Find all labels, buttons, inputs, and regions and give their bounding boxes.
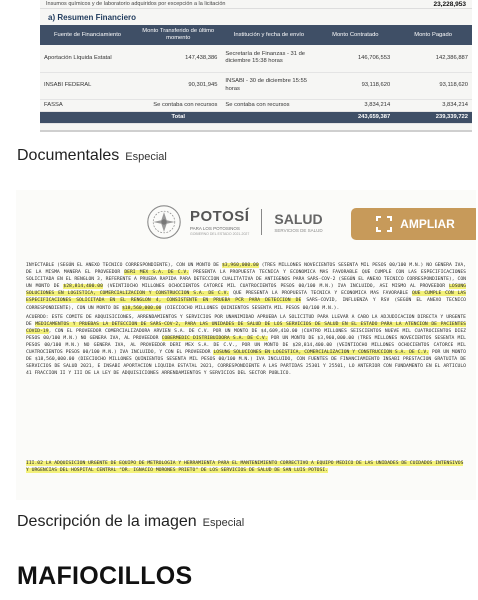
cell-contratado: 146,706,553: [316, 45, 394, 72]
state-seal-icon: [146, 204, 182, 240]
column-header: Institución y fecha de envío: [221, 25, 316, 45]
logo-divider: [261, 209, 262, 235]
section-title: a) Resumen Financiero: [48, 13, 137, 22]
heading-text: Documentales: [17, 147, 120, 164]
total-label: Total: [40, 111, 316, 123]
document-paragraph: INYECTABLE (SEGÚN EL ANEXO TECNICO CORRESPONDIENTE), CON UN MONTO DE $3,960,000.00 (TRES MILLONES NOVECIENTOS SESENTA MIL PESOS 00/100 M.N.) NO GENERA IVA, DE LA MISMA MANERA EL PROVEEDOR DERI MEX S.A. DE C.V. PRESENTA LA PROPUESTA TECNICA Y ECONOMICA MAS FAVORABLE QUE CUMPLE CON LAS ESPECIFICACIONES SOLICITADA EN EL RENGLON 3, REFERENTE A PRUEBA RAPIDA PARA DETECCION CUALITATIVA DE ANTIGENOS PARA SARS-COV-2 (SEGÚN EL ANEXO TECNICO CORRESPONDIENTE), CON UN MONTO DE $28,814,400.00 (VEINTIOCHO MILLONES OCHOCIENTOS CATORCE MIL CUATROCIENTOS PESOS 00/100 M.N.) IVA INCLUIDO, ASI MISMO AL PROVEEDOR LOSUNG SOLUCIONES EN LOGISTICA, COMERCIALIZACION Y CONSTRUCCION S.A. DE C.V. QUE PRESENTA LA PROPUESTA TECNICA Y ECONOMICA MAS FAVORABLE QUE CUMPLE CON LAS ESPECIFICACIONES SOLICITADA EN EL RENGLON 4, CONSISTENTE EN PRUEBA PCR PARA DETECCION DE SARS-COVID, INFLUENZA Y RSV (SEGÚN EL ANEXO TECNICO CORRESPONDIENTE), CON UN MONTO DE $18,560,000.00 (DIECIOCHO MILLONES QUINIENTOS SESENTA MIL PESOS 00/100 M.N.).: [26, 263, 467, 311]
heading-text: Descripción de la imagen: [17, 513, 197, 530]
cell-fuente: FASSA: [40, 99, 135, 111]
ampliar-label: AMPLIAR: [400, 217, 455, 231]
logo-sub2: GOBIERNO DEL ESTADO 2021-2027: [190, 231, 250, 236]
table-row: [40, 72, 472, 99]
salud-sub: SERVICIOS DE SALUD: [274, 227, 323, 233]
salud-name: SALUD: [274, 210, 323, 227]
financial-summary-scan: [40, 0, 472, 132]
table-row: [40, 45, 472, 72]
scan-header-text: Insumos químicos y de laboratorio adquiridos por excepción a la licitación: [46, 1, 226, 7]
total-pagado: 239,339,722: [394, 111, 472, 123]
scan-header-line: [40, 0, 472, 9]
logo-name: POTOSÍ: [190, 207, 250, 225]
cell-transferido: 90,301,945: [135, 72, 221, 99]
table-total-row: [40, 111, 472, 123]
scan-header-total: 23,228,953: [433, 1, 466, 8]
column-header: Fuente de Financiamiento: [40, 25, 135, 45]
cell-transferido: Se contaba con recursos: [135, 99, 221, 111]
potosi-logo: [190, 209, 249, 236]
document-body: [26, 262, 466, 380]
cell-contratado: 3,834,214: [316, 99, 394, 111]
document-letterhead: [146, 204, 323, 240]
document-image[interactable]: [16, 190, 476, 500]
table-header-row: [40, 25, 472, 45]
highlighted-text: III.02 LA ADQUISICION URGENTE DE EQUIPO DE METROLOGIA Y HERRAMIENTA PARA EL MANTENIMIENTO CORRECTIVO A EQUIPO MEDICO DE LAS UNIDADES DE CUIDADOS INTENSIVOS Y URGENCIAS DEL HOSPITAL CENTRAL "DR. IGNACIO MORONES PRIETO" DE LOS SERVICIOS DE SALUD DE SAN LUIS POTOSI.: [26, 461, 464, 474]
column-header: Monto Transferido de último momento: [135, 25, 221, 45]
cell-fuente: Aportación Líquida Estatal: [40, 45, 135, 72]
cell-transferido: 147,438,386: [135, 45, 221, 72]
salud-logo: [274, 212, 322, 233]
category-tag[interactable]: Especial: [202, 517, 245, 529]
cell-contratado: 93,118,620: [316, 72, 394, 99]
cell-institucion: INSABI - 30 de diciembre 15:55 horas: [221, 72, 316, 99]
financial-table: [40, 25, 472, 124]
total-contratado: 243,659,387: [316, 111, 394, 123]
documentales-heading: [17, 147, 167, 165]
document-paragraph-highlighted: [26, 460, 466, 474]
cell-pagado: 142,386,887: [394, 45, 472, 72]
article-title: MAFIOCILLOS: [17, 562, 193, 590]
column-header: Monto Pagado: [394, 25, 472, 45]
category-tag[interactable]: Especial: [125, 151, 167, 163]
cell-institucion: Secretaría de Finanzas - 31 de diciembre 15:38 horas: [221, 45, 316, 72]
cell-pagado: 93,118,620: [394, 72, 472, 99]
divider: [40, 130, 472, 132]
cell-fuente: INSABI FEDERAL: [40, 72, 135, 99]
document-paragraph: ACUERDO: ESTE COMITE DE ADQUISICIONES, ARRENDAMIENTOS Y SERVICIOS POR UNANIMIDAD APRUEBA LA SOLICITUD PARA LLEVAR A CABO LA ADJUDICACION DIRECTA Y URGENTE DE MEDICAMENTOS Y PRUEBAS LA DETECCION DE SARS-COV-2, PARA LAS UNIDADES DE SALUD DE LOS SERVICIOS DE SALUD EN EL ESTADO PARA LA ATENCION DE PACIENTES COVID-19, CON EL PROVEEDOR COMERCIALIZADORA ARVIEN S.A. DE C.V. POR UN MONTO DE $4,609,410.00 (CUATRO MILLONES SEISCIENTOS NUEVE MIL CUATROCIENTOS DIEZ PESOS 00/100 M.N.) NO GENERA IVA, AL PROVEEDOR COBERMEDIC DISTRIBUIDORA S.A. DE C.V. POR UN MONTO DE $3,960,000.00 (TRES MILLONES NOVECIENTOS SESENTA MIL PESOS 00/100 M.N.) NO GENERA IVA, AL PROVEEDOR DERI MEX S.A. DE C.V., POR UN MONTO DE $28,814,400.00 (VEINTIOCHO MILLONES OCHOCIENTOS CATORCE MIL CUATROCIENTOS PESOS 00/100 M.N.) IVA INCLUIDO, Y CON EL PROVEEDOR LOSUNG SOLUCIONES EN LOGISTICA, COMERCIALIZACION Y CONSTRUCCION S.A. DE C.V. POR UN MONTO DE $18,560,000.00 (DIECIOCHO MILLONES QUINIENTOS SESENTA MIL PESOS 00/100 M.N.) IVA INCLUIDO, CON FUENTES DE FINANCIAMIENTO INSABI PRESTACION GRATUITA DE SERVICIOS DE SALUD 2021, E INSABI APORTACION LIQUIDA ESTATAL 2021, CORRESPONDIENTE A LAS PARTIDAS 25301 Y 25501, LO ANTERIOR CON FUNDAMENTO EN EL ARTICULO 41 FRACCION II Y III DE LA LEY DE ADQUISICIONES ARRENDAMIENTOS Y SERVICIOS DEL SECTOR PUBLICO.: [26, 314, 467, 377]
cell-institucion: Se contaba con recursos: [221, 99, 316, 111]
logo-sub: PARA LOS POTOSINOS: [190, 225, 240, 231]
column-header: Monto Contratado: [316, 25, 394, 45]
descripcion-heading: [17, 513, 244, 531]
expand-icon: [376, 216, 392, 232]
cell-pagado: 3,834,214: [394, 99, 472, 111]
ampliar-button[interactable]: [351, 208, 476, 240]
table-row: [40, 99, 472, 111]
